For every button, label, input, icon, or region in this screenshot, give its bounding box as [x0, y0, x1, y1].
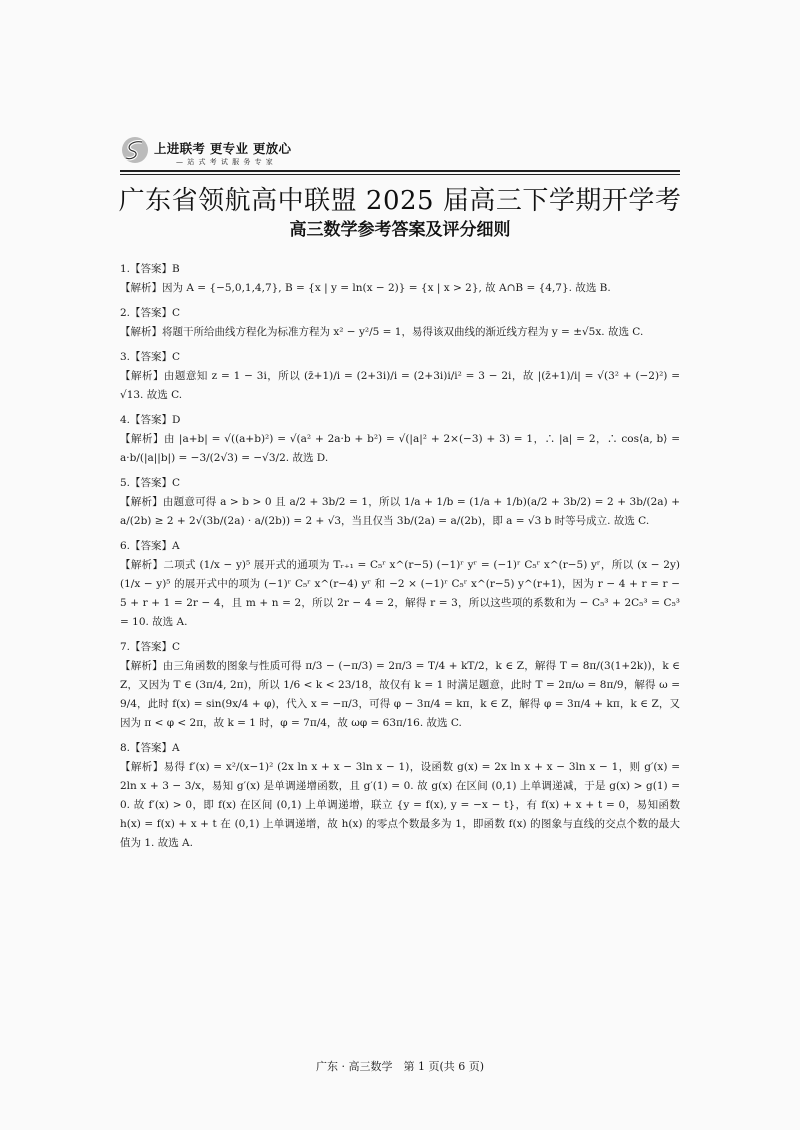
question-2	[120, 304, 680, 342]
question-8	[120, 739, 680, 853]
publisher-logo	[120, 133, 320, 173]
question-1	[120, 260, 680, 298]
answer-line: 3.【答案】C	[120, 351, 181, 363]
logo-swirl-icon	[120, 135, 150, 165]
question-3	[120, 348, 680, 405]
document-title: 广东省领航高中联盟 2025 届高三下学期开学考	[118, 186, 682, 216]
explanation: 【解析】由三角函数的图象与性质可得 π/3 − (−π/3) = 2π/3 = T/4 + kT/2，k ∈ Z，解得 T = 8π/(3(1+2k))，k ∈ Z，又因为 T ∈ (3π/4, 2π)，所以 1/6 < k < 23/18，故仅有 k = 1 时满足题意，此时 T = 2π/ω = 8π/9，解得 ω = 9/4，此时 f(x) = sin(9x/4 + φ)，代入 x = −π/3，可得 φ − 3π/4 = kπ，k ∈ Z，解得 φ = 3π/4 + kπ，k ∈ Z，又因为 π < φ < 2π，故 k = 1 时，φ = 7π/4，故 ωφ = 63π/16. 故选 C.	[120, 660, 680, 729]
answer-line: 2.【答案】C	[120, 307, 181, 319]
answer-line: 8.【答案】A	[120, 742, 180, 754]
explanation: 【解析】由 |a+b| = √((a+b)²) = √(a² + 2a·b + b²) = √(|a|² + 2×(−3) + 3) = 1，∴ |a| = 2，∴ cos⟨a, b⟩ = a·b/(|a||b|) = −3/(2√3) = −√3/2. 故选 D.	[120, 433, 680, 464]
page-footer: 广东 · 高三数学 第 1 页(共 6 页)	[315, 1060, 485, 1073]
answer-line: 4.【答案】D	[120, 414, 181, 426]
question-5	[120, 474, 680, 531]
explanation: 【解析】由题意可得 a > b > 0 且 a/2 + 3b/2 = 1，所以 1/a + 1/b = (1/a + 1/b)(a/2 + 3b/2) = 2 + 3b/(2a) + a/(2b) ≥ 2 + 2√(3b/(2a) · a/(2b)) = 2 + √3，当且仅当 3b/(2a) = a/(2b)，即 a = √3 b 时等号成立. 故选 C.	[120, 496, 680, 527]
answer-line: 6.【答案】A	[120, 540, 180, 552]
answer-line: 5.【答案】C	[120, 477, 181, 489]
logo-text: 上进联考 更专业 更放心	[154, 141, 292, 156]
answer-list	[120, 256, 680, 859]
question-6	[120, 537, 680, 632]
explanation: 【解析】二项式 (1/x − y)⁵ 展开式的通项为 Tᵣ₊₁ = C₅ʳ x^(r−5) (−1)ʳ yʳ = (−1)ʳ C₅ʳ x^(r−5) yʳ，所以 (x − 2y)(1/x − y)⁵ 的展开式中的项为 (−1)ʳ C₅ʳ x^(r−4) yʳ 和 −2 × (−1)ʳ C₅ʳ x^(r−5) y^(r+1)，因为 r − 4 + r = r − 5 + r + 1 = 2r − 4，且 m + n = 2，所以 2r − 4 = 2，解得 r = 3，所以这些项的系数和为 − C₅³ + 2C₅³ = C₅³ = 10. 故选 A.	[120, 559, 680, 628]
question-7	[120, 638, 680, 733]
explanation: 【解析】因为 A = {−5,0,1,4,7}, B = {x | y = ln(x − 2)} = {x | x > 2}, 故 A∩B = {4,7}. 故选 B.	[120, 282, 611, 294]
explanation: 【解析】易得 f′(x) = x²/(x−1)² (2x ln x + x − 3ln x − 1)，设函数 g(x) = 2x ln x + x − 3ln x − 1，则 g′(x) = 2ln x + 3 − 3/x，易知 g′(x) 是单调递增函数，且 g′(1) = 0. 故 g(x) 在区间 (0,1) 上单调递减，于是 g(x) > g(1) = 0. 故 f′(x) > 0，即 f(x) 在区间 (0,1) 上单调递增，联立 {y = f(x), y = −x − t}，有 f(x) + x + t = 0，易知函数 h(x) = f(x) + x + t 在 (0,1) 上单调递增，故 h(x) 的零点个数最多为 1，即函数 f(x) 的图象与直线的交点个数的最大值为 1. 故选 A.	[120, 761, 680, 849]
header-rule-thick	[120, 170, 680, 172]
header-rule-thin	[120, 174, 680, 175]
document-subtitle: 高三数学参考答案及评分细则	[289, 220, 511, 240]
explanation: 【解析】由题意知 z = 1 − 3i，所以 (z̄+1)/i = (2+3i)/i = (2+3i)i/i² = 3 − 2i，故 |(z̄+1)/i| = √(3² + (−2)²) = √13. 故选 C.	[120, 370, 680, 401]
answer-line: 1.【答案】B	[120, 263, 180, 275]
logo-subtext: — 站 式 考 试 服 务 专 家	[176, 158, 274, 166]
question-4	[120, 411, 680, 468]
explanation: 【解析】将题干所给曲线方程化为标准方程为 x² − y²/5 = 1，易得该双曲线的渐近线方程为 y = ±√5x. 故选 C.	[120, 326, 644, 338]
answer-line: 7.【答案】C	[120, 641, 181, 653]
